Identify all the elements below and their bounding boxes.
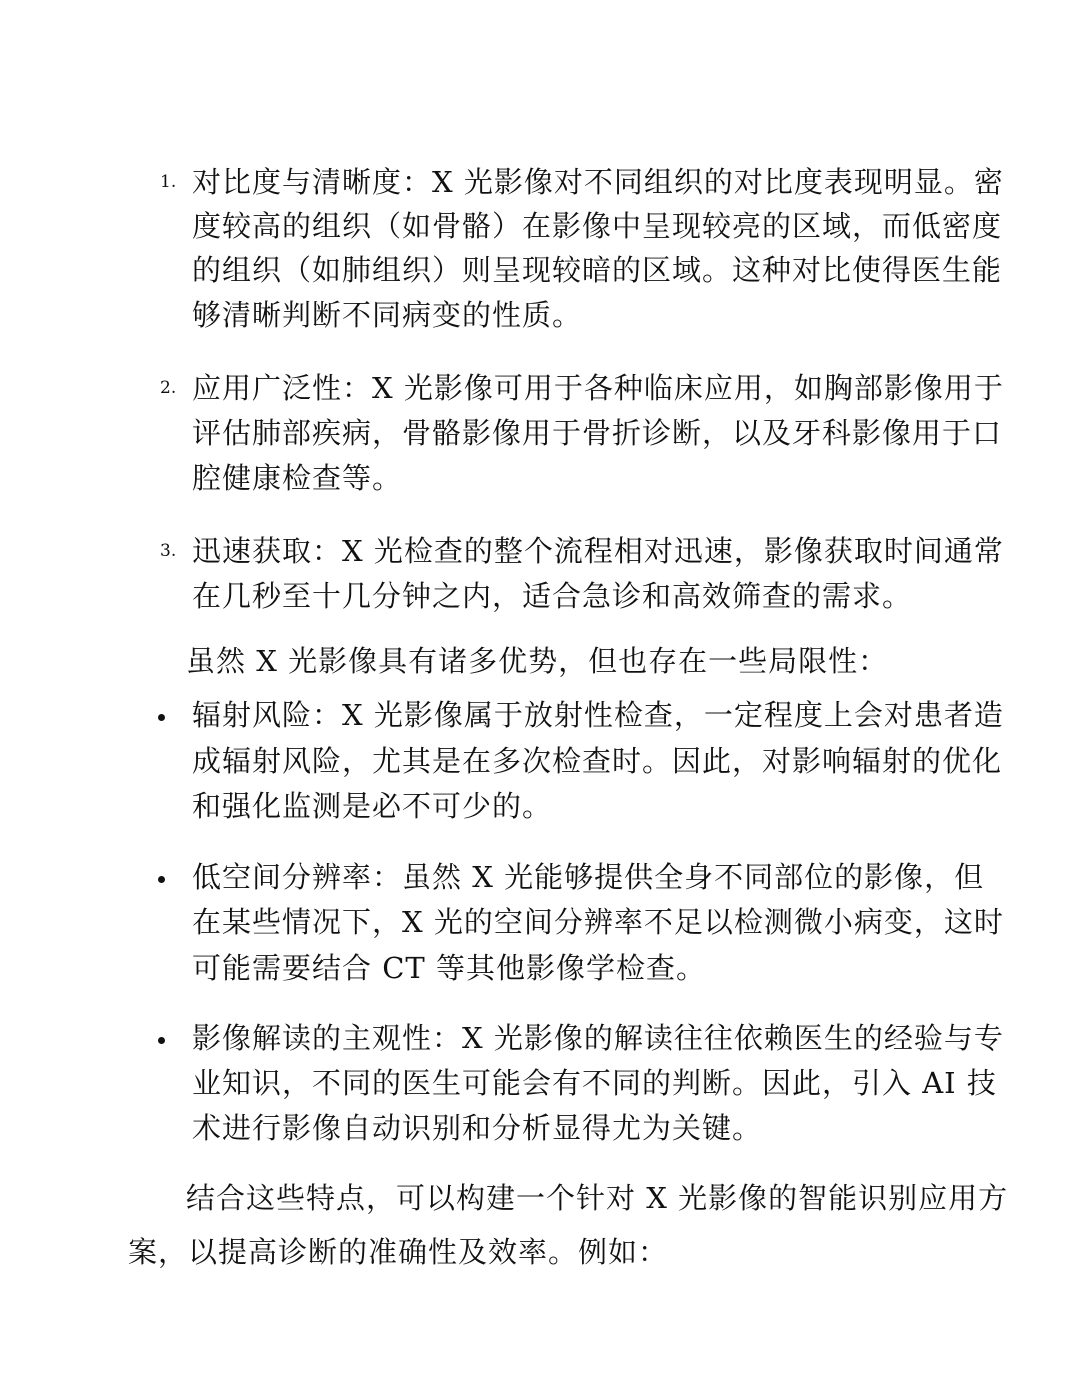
bullet-item-line: 在某些情况下，X 光的空间分辨率不足以检测微小病变，这时 [192,905,1004,939]
list-item-line: 腔健康检查等。 [192,461,403,495]
list-item-line: 应用广泛性：X 光影像可用于各种临床应用，如胸部影像用于 [192,371,1004,405]
bullet-item-line: 和强化监测是必不可少的。 [192,789,553,823]
list-item-line: 迅速获取：X 光检查的整个流程相对迅速，影像获取时间通常 [192,534,1004,568]
list-item-line: 度较高的组织（如骨骼）在影像中呈现较亮的区域，而低密度 [192,209,1003,243]
list-number: 3. [160,541,177,561]
closing-paragraph-line: 结合这些特点，可以构建一个针对 X 光影像的智能识别应用方 [186,1181,1009,1215]
bullet-point [158,1037,165,1044]
bullet-item-line: 成辐射风险，尤其是在多次检查时。因此，对影响辐射的优化 [192,744,1003,778]
bullet-item-line: 影像解读的主观性：X 光影像的解读往往依赖医生的经验与专 [192,1021,1004,1055]
list-item-line: 的组织（如肺组织）则呈现较暗的区域。这种对比使得医生能 [192,253,1003,287]
bullet-item-line: 术进行影像自动识别和分析显得尤为关键。 [192,1111,763,1145]
bullet-item-line: 低空间分辨率：虽然 X 光能够提供全身不同部位的影像，但 [192,860,985,894]
bullet-item-line: 可能需要结合 CT 等其他影像学检查。 [192,951,706,985]
list-item-line: 对比度与清晰度：X 光影像对不同组织的对比度表现明显。密 [192,165,1004,199]
list-item-line: 在几秒至十几分钟之内，适合急诊和高效筛查的需求。 [192,579,913,613]
list-number: 2. [160,378,177,398]
list-number: 1. [160,172,177,192]
bullet-item-line: 辐射风险：X 光影像属于放射性检查，一定程度上会对患者造 [192,698,1004,732]
bullet-item-line: 业知识，不同的医生可能会有不同的判断。因此，引入 AI 技 [192,1066,997,1100]
transition-paragraph: 虽然 X 光影像具有诸多优势，但也存在一些局限性： [186,644,889,678]
bullet-point [158,876,165,883]
closing-paragraph-line: 案，以提高诊断的准确性及效率。例如： [128,1235,669,1269]
list-item-line: 评估肺部疾病，骨骼影像用于骨折诊断，以及牙科影像用于口 [192,416,1003,450]
bullet-point [158,714,165,721]
list-item-line: 够清晰判断不同病变的性质。 [192,298,583,332]
